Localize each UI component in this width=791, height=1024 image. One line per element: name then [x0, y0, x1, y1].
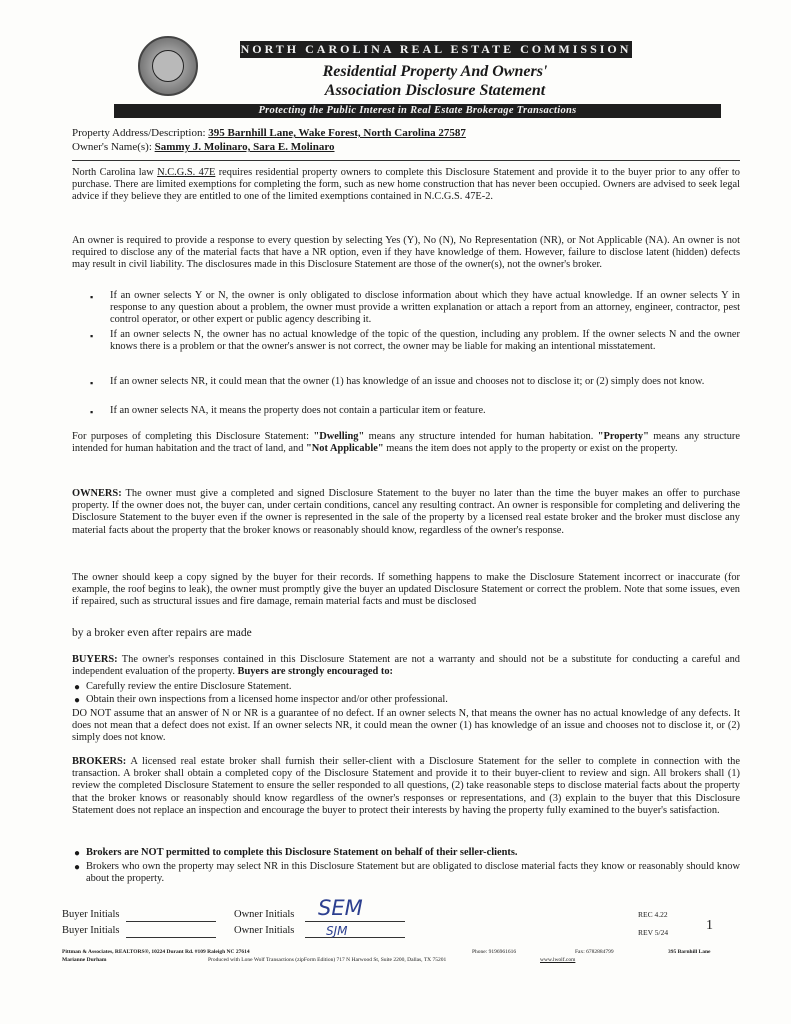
definitions-paragraph — [72, 431, 740, 455]
brokers-text: A licensed real estate broker shall furnish their seller-client with a Disclosure Statement for the seller to complete in connection with the transaction. A broker shall obtain a completed copy of the Disclosure Statement and provide it to their buyer-client to review and sign. All brokers shall (1) review the completed Disclosure Statement to ensure the seller responded to all questions, (2) take reasonable steps to disclose material facts about the property that the broker knows or reasonably should know regardless of the owner's responses or representations, and (3) explain to the buyer that this Disclosure Statement does not replace an inspection and encourage the buyer to protect their interests by having the property fully examined to the buyer's satisfaction. — [72, 756, 740, 816]
page-number: 1 — [706, 918, 713, 933]
rec-code: REC 4.22 — [638, 910, 668, 919]
bullet-icon: ● — [74, 682, 81, 693]
buyer-initials-label-1: Buyer Initials — [62, 909, 120, 920]
bullet-icon: ▪ — [90, 331, 94, 341]
commission-banner: NORTH CAROLINA REAL ESTATE COMMISSION — [240, 42, 632, 56]
property-address-label: Property Address/Description: — [72, 127, 206, 139]
buyer-initials-field-2[interactable] — [126, 937, 216, 938]
buyer-initials-field-1[interactable] — [126, 921, 216, 922]
buyers-heading: BUYERS: — [72, 654, 118, 665]
bullet-no: If an owner selects N, the owner has no actual knowledge of the topic of the question, including any problem. If the owner selects N and the owner knows there is a problem or that the owner's answer is not correct, the owner may be liable for making an intentional misstatement. — [110, 329, 740, 353]
broker-rule-owner: Brokers who own the property may select NR in this Disclosure Statement but are obligated to disclose material facts they know or reasonably should know about the property. — [86, 861, 740, 885]
owner-name-label: Owner's Name(s): — [72, 141, 152, 153]
footer-property: 395 Barnhill Lane — [668, 949, 711, 955]
term-not-applicable: "Not Applicable" — [306, 443, 384, 455]
footer-produced: Produced with Lone Wolf Transactions (zipForm Edition) 717 N Harwood St, Suite 2200, Dallas, TX 75201 — [208, 957, 447, 963]
form-title-line1: Residential Property And Owners' — [322, 63, 548, 80]
owner-initials-field-1[interactable] — [305, 921, 405, 922]
no-guarantee-paragraph: DO NOT assume that an answer of N or NR is a guarantee of no defect. If an owner selects N, that means the owner has no actual knowledge of any defects. It does not mean that a defect does not exist. If an owner selects NR, it could mean the owner (1) has knowledge of an issue and chooses not to disclose it, or (2) simply does not know. — [72, 708, 740, 744]
footer-phone: Phone: 9196961616 — [472, 949, 517, 955]
owner-initials-field-2[interactable] — [305, 937, 405, 938]
buyer-step-review: Carefully review the entire Disclosure Statement. — [86, 681, 292, 692]
owners-paragraph — [72, 488, 740, 537]
law-text-end: requires residential property owners to complete this Disclosure Statement and provide it to the buyer prior to any offer to purchase. There are limited exemptions for completing the form, such as new home construction that has never been occupied. Owners are advised to seek legal advice if they believe they are entitled to one of the limited exemptions contained in N.C.G.S. 47E-2. — [72, 167, 740, 203]
law-paragraph — [72, 167, 740, 204]
owner-initials-label-2: Owner Initials — [234, 925, 295, 936]
definitions-text: means the item does not apply to the property or exist on the property. — [383, 443, 678, 455]
footer-site-link[interactable]: www.lwolf.com — [540, 957, 576, 963]
definitions-text: means any structure intended for human habitation and the tract of land, and — [72, 431, 740, 455]
owner-initials-handwritten-1: SEM — [318, 896, 363, 920]
rev-code: REV 5/24 — [638, 928, 669, 937]
bullet-icon: ● — [74, 862, 81, 873]
commission-seal-icon — [138, 36, 198, 96]
buyer-initials-label-2: Buyer Initials — [62, 925, 120, 936]
header-divider — [72, 160, 740, 161]
tagline-banner: Protecting the Public Interest in Real Estate Brokerage Transactions — [114, 104, 721, 118]
owners-text: The owner must give a completed and signed Disclosure Statement to the buyer no later than the time the buyer makes an offer to purchase property. If the owner does not, the buyer can, under certain conditions, cancel any resulting contract. An owner is responsible for completing and delivering the Disclosure Statement to the buyer even if the owner is represented in the sale of the property by a licensed real estate broker and the broker must disclose any material facts about the property that the broker knows or reasonably should know, regardless of the owner's response. — [72, 488, 740, 536]
bullet-icon: ● — [74, 848, 81, 859]
bullet-icon: ▪ — [90, 407, 94, 417]
law-text-start: North Carolina law — [72, 167, 158, 178]
footer-agent: Marianne Durham — [62, 957, 107, 963]
update-paragraph: The owner should keep a copy signed by the buyer for their records. If something happens to make the Disclosure Statement incorrect or inaccurate (for example, the roof begins to leak), the owner must promptly give the buyer an updated Disclosure Statement or correct the problem. Note that some issues, even if repaired, such as structural issues and fire damage, remain material facts and must be disclosed — [72, 572, 740, 608]
form-title-line2: Association Disclosure Statement — [324, 82, 546, 99]
statute-reference: N.C.G.S. 47E — [157, 167, 216, 178]
owners-heading: OWNERS: — [72, 488, 122, 499]
broker-rule-not-permitted: Brokers are NOT permitted to complete this Disclosure Statement on behalf of their seller-clients. — [86, 847, 518, 858]
owner-initials-label-1: Owner Initials — [234, 909, 295, 920]
update-paragraph-tail: by a broker even after repairs are made — [72, 627, 252, 639]
bullet-icon: ▪ — [90, 292, 94, 302]
footer-brokerage: Pittman & Associates, REALTORS®, 10224 Durant Rd. #109 Raleigh NC 27614 — [62, 949, 250, 955]
seal-center-icon — [152, 50, 184, 82]
response-paragraph: An owner is required to provide a response to every question by selecting Yes (Y), No (N), No Representation (NR), or Not Applicable (NA). An owner is not required to disclose any of the material facts that have a NR option, even if they have knowledge of them. However, failure to disclose latent (hidden) defects may result in civil liability. The disclosures made in this Disclosure Statement are those of the owner(s), not the owner's broker. — [72, 235, 740, 271]
brokers-heading: BROKERS: — [72, 756, 127, 767]
buyer-step-inspect: Obtain their own inspections from a licensed home inspector and/or other professional. — [86, 694, 448, 705]
property-address-row — [72, 127, 466, 139]
buyers-paragraph — [72, 654, 740, 678]
bullet-na: If an owner selects NA, it means the property does not contain a particular item or feature. — [110, 405, 486, 416]
buyers-text: The owner's responses contained in this Disclosure Statement are not a warranty and should not be a substitute for conducting a careful and independent evaluation of the property. — [72, 654, 740, 678]
property-address-value: 395 Barnhill Lane, Wake Forest, North Carolina 27587 — [208, 127, 466, 139]
bullet-nr: If an owner selects NR, it could mean that the owner (1) has knowledge of an issue and chooses not to disclose it; or (2) simply does not know. — [110, 376, 705, 387]
bullet-icon: ▪ — [90, 378, 94, 388]
brokers-paragraph — [72, 756, 740, 817]
buyers-encouraged: Buyers are strongly encouraged to: — [237, 666, 393, 678]
footer-fax: Fax: 6782884799 — [575, 949, 614, 955]
owner-name-row — [72, 141, 335, 153]
bullet-icon: ● — [74, 695, 81, 706]
term-property: "Property" — [597, 431, 649, 442]
definitions-text: For purposes of completing this Disclosure Statement: — [72, 431, 314, 442]
bullet-yes-no: If an owner selects Y or N, the owner is only obligated to disclose information about which they have actual knowledge. If an owner selects Y in response to any question about a problem, the owner must provide a written explanation or attach a report from an attorney, engineer, contractor, pest control operator, or other expert or public agency describing it. — [110, 290, 740, 326]
owner-name-value: Sammy J. Molinaro, Sara E. Molinaro — [154, 141, 335, 153]
owner-initials-handwritten-2: SJM — [326, 924, 348, 938]
definitions-text: means any structure intended for human habitation. — [364, 431, 598, 442]
term-dwelling: "Dwelling" — [313, 431, 365, 442]
